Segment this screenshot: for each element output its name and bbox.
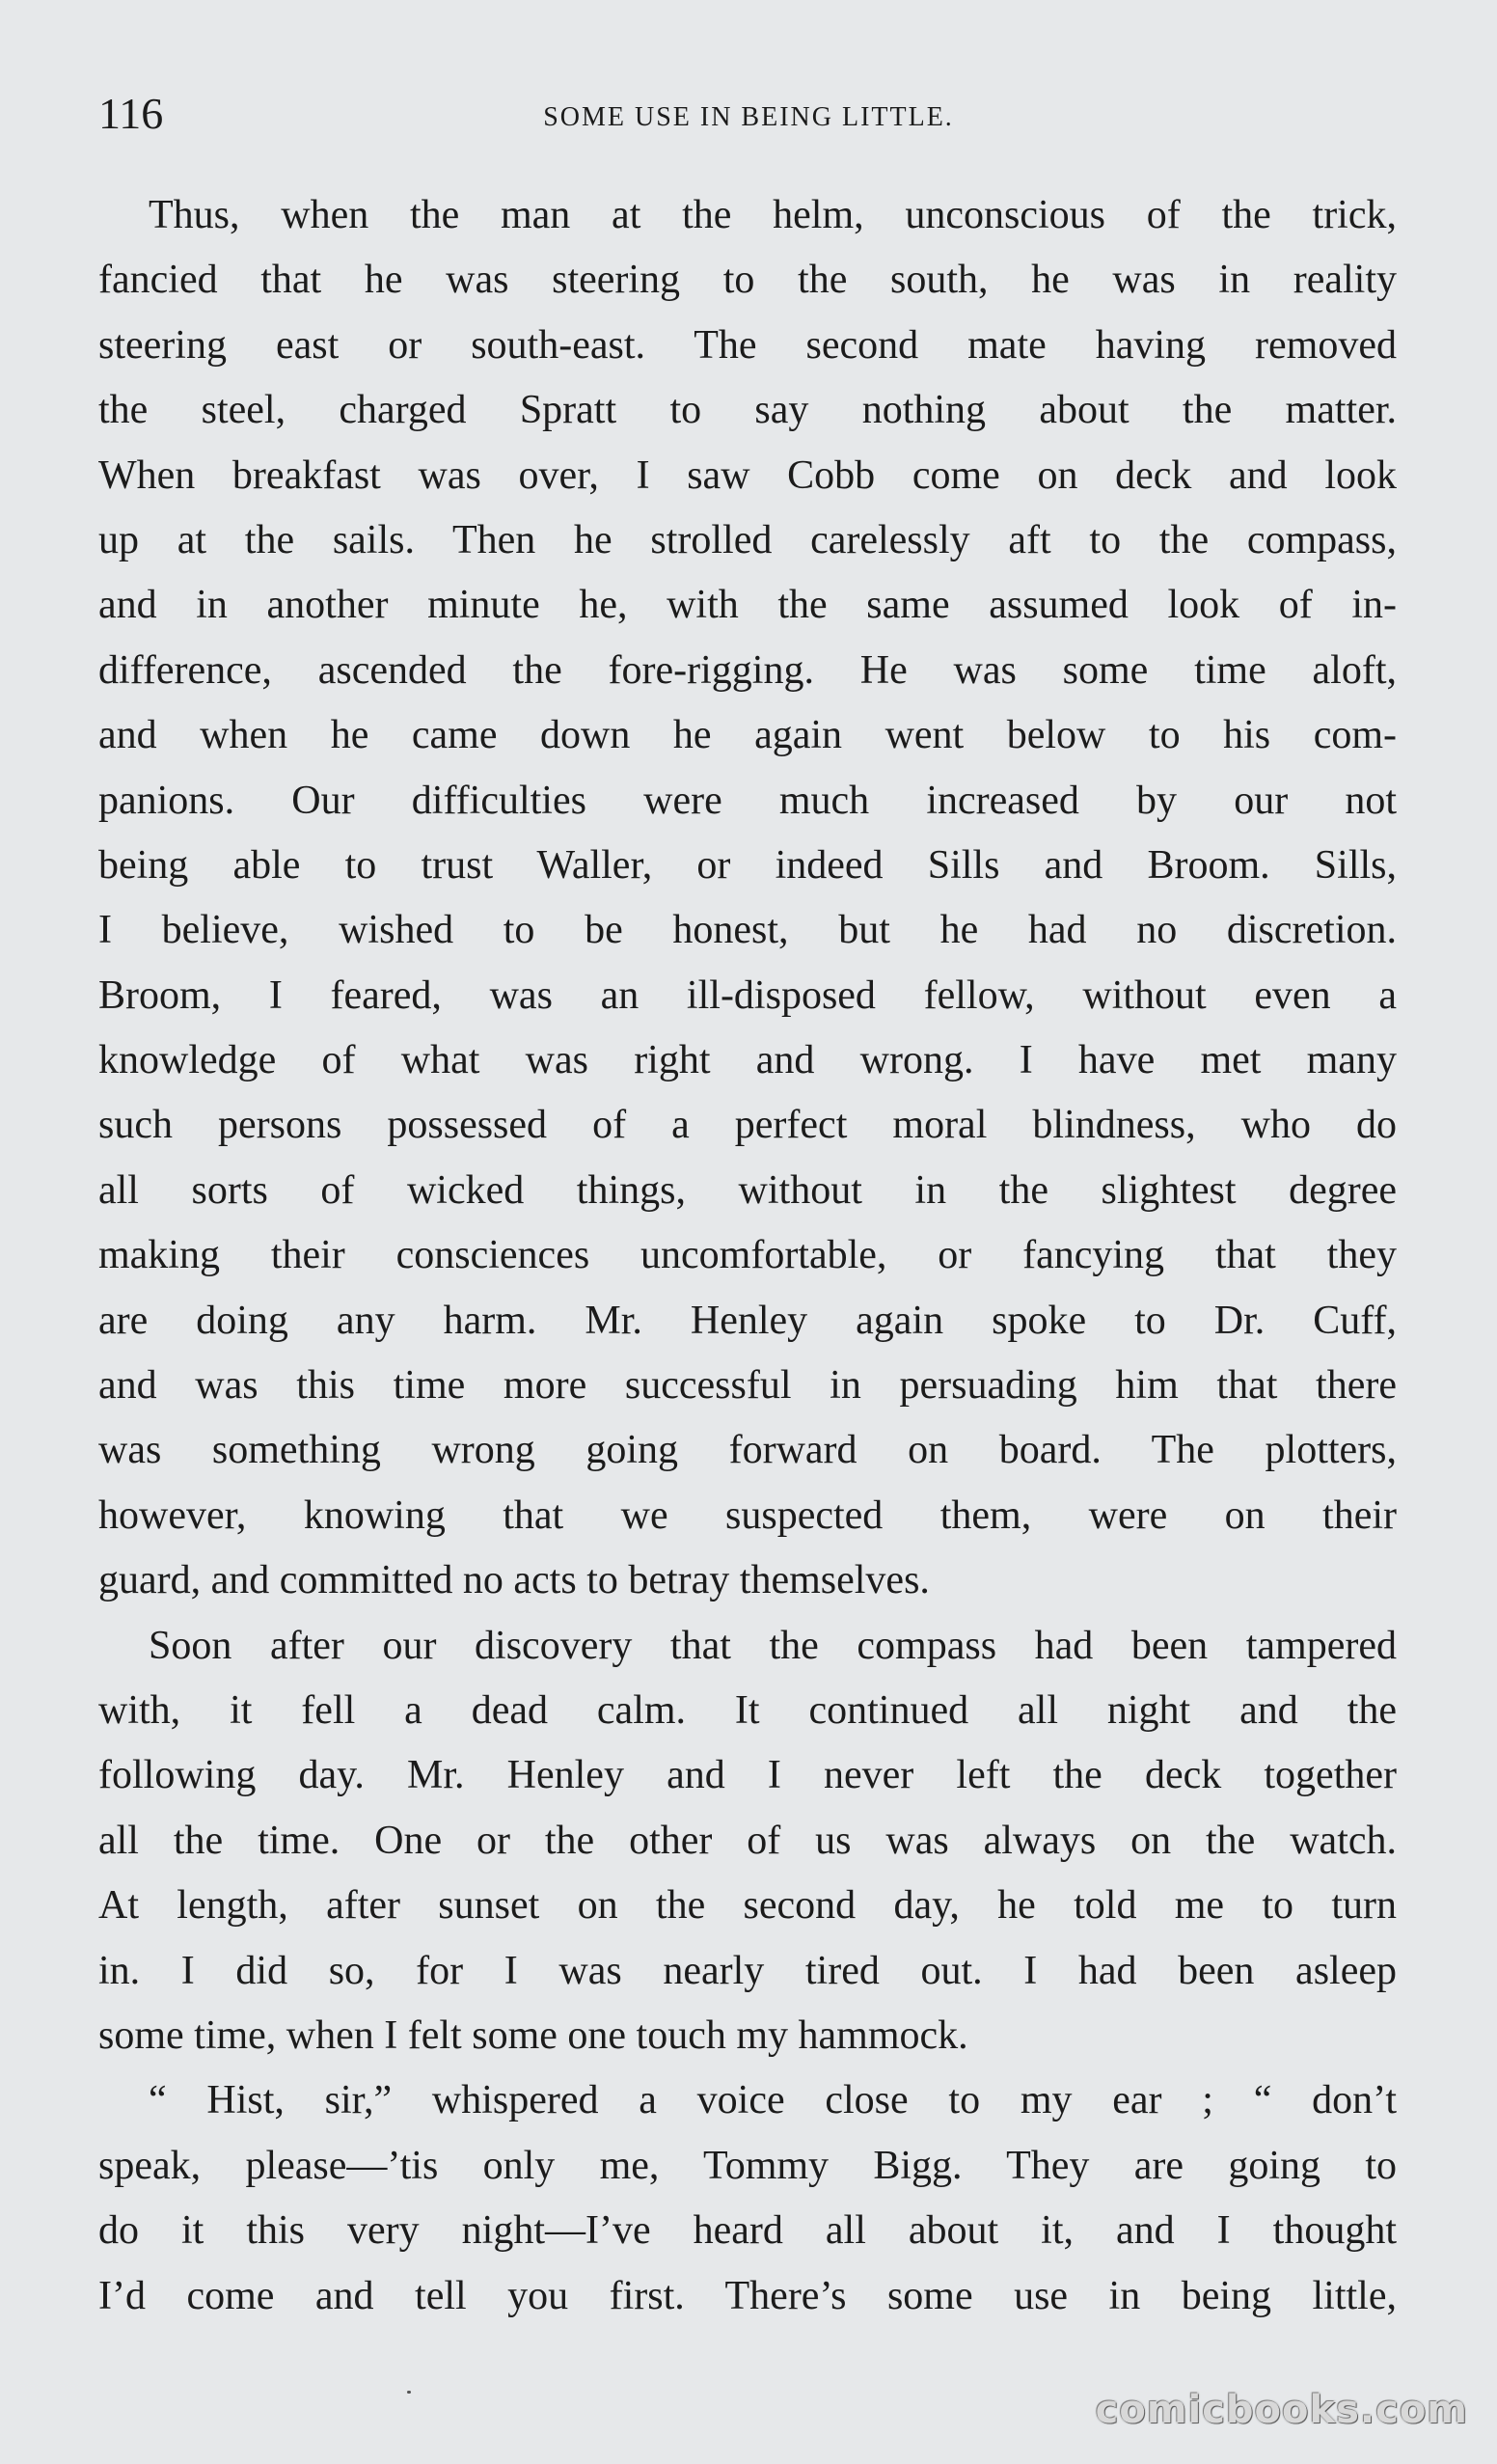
text-line: with, it fell a dead calm. It continued all night and the xyxy=(98,1687,1397,1733)
text-line: some time, when I felt some one touch my hammock. xyxy=(98,2012,968,2058)
text-line: making their consciences uncomfortable, or fancying that they xyxy=(98,1233,1397,1278)
text-line: When breakfast was over, I saw Cobb come on deck and look xyxy=(98,452,1397,498)
text-line: following day. Mr. Henley and I never left the deck together xyxy=(98,1753,1397,1798)
text-line: the steel, charged Spratt to say nothing about the matter. xyxy=(98,388,1397,433)
text-line: and when he came down he again went below to his com- xyxy=(98,713,1397,758)
text-line: I believe, wished to be honest, but he had no discretion. xyxy=(98,908,1397,953)
text-line: steering east or south-east. The second mate having removed xyxy=(98,322,1397,368)
text-line: “ Hist, sir,” whispered a voice close to my ear ; “ don’t xyxy=(149,2078,1397,2123)
text-line: such persons possessed of a perfect moral blindness, who do xyxy=(98,1103,1397,1148)
text-line: up at the sails. Then he strolled carelessly aft to the compass, xyxy=(98,517,1397,562)
text-line: fancied that he was steering to the south, he was in reality xyxy=(98,258,1397,303)
text-line: guard, and committed no acts to betray themselves. xyxy=(98,1558,930,1603)
text-line: Thus, when the man at the helm, unconscious of the trick, xyxy=(149,193,1397,237)
text-line: all the time. One or the other of us was always on the watch. xyxy=(98,1818,1397,1863)
text-line: however, knowing that we suspected them, were on their xyxy=(98,1492,1397,1538)
text-line: are doing any harm. Mr. Henley again spoke to Dr. Cuff, xyxy=(98,1298,1397,1343)
text-line: speak, please—’tis only me, Tommy Bigg. They are going to xyxy=(98,2143,1397,2188)
body-text xyxy=(98,183,1397,2329)
text-line: I’d come and tell you first. There’s some use in being little, xyxy=(98,2273,1397,2318)
text-line: Broom, I feared, was an ill-disposed fellow, without even a xyxy=(98,972,1397,1018)
text-line: Soon after our discovery that the compass had been tampered xyxy=(149,1623,1397,1668)
text-line: was something wrong going forward on board. The plotters, xyxy=(98,1428,1397,1473)
text-line: knowledge of what was right and wrong. I have met many xyxy=(98,1038,1397,1083)
text-line: in. I did so, for I was nearly tired out. I had been asleep xyxy=(98,1948,1397,1993)
text-line: panions. Our difficulties were much increased by our not xyxy=(98,778,1397,823)
running-head: SOME USE IN BEING LITTLE. xyxy=(543,102,954,132)
text-line: and was this time more successful in persuading him that there xyxy=(98,1363,1397,1409)
page-number: 116 xyxy=(98,89,164,138)
text-line: being able to trust Waller, or indeed Sills and Broom. Sills, xyxy=(98,842,1397,888)
text-line: At length, after sunset on the second day, he told me to turn xyxy=(98,1883,1397,1929)
watermark: comicbooks.com xyxy=(1095,2388,1468,2432)
text-line: do it this very night—I’ve heard all about it, and I thought xyxy=(98,2208,1397,2254)
text-line: and in another minute he, with the same assumed look of in- xyxy=(98,583,1397,628)
ink-speck xyxy=(407,2391,411,2394)
text-line: all sorts of wicked things, without in the slightest degree xyxy=(98,1167,1397,1213)
text-line: difference, ascended the fore-rigging. He was some time aloft, xyxy=(98,647,1397,693)
